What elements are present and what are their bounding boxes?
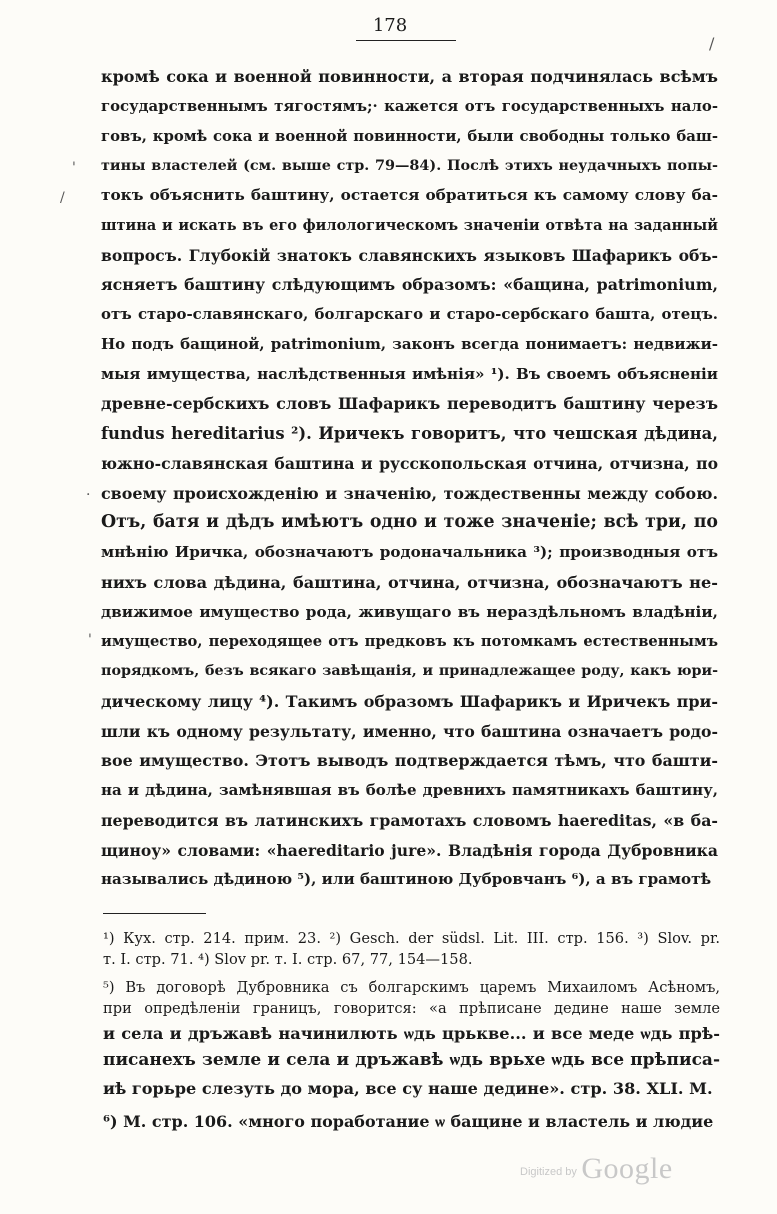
margin-mark: ' xyxy=(88,632,92,648)
page-number-rule xyxy=(356,40,456,41)
text-line: вое имущество. Этотъ выводъ подтверждается тѣмъ, что башти- xyxy=(101,751,718,771)
footnotes-block xyxy=(103,928,720,1136)
watermark-prefix: Digitized by xyxy=(520,1166,577,1178)
footnote-separator xyxy=(103,913,206,914)
text-line: fundus hereditarius ²). Иричекъ говоритъ, что чешская дѣдина, xyxy=(101,424,718,443)
text-line: щиноу» словами: «haereditario jure». Владѣнія города Дубровника xyxy=(101,840,718,860)
text-line: токъ объяснить баштину, остается обратиться къ самому слову ба- xyxy=(101,186,718,204)
margin-mark: / xyxy=(60,190,65,206)
text-line: мнѣнію Иричка, обозначаютъ родоначальника ³); производныя отъ xyxy=(101,543,718,561)
margin-mark: ' xyxy=(72,160,76,176)
text-line: южно-славянская баштина и русскопольская отчина, отчизна, по xyxy=(101,453,718,473)
margin-mark: · xyxy=(86,487,91,503)
text-line: Но подъ бащиной, patrimonium, законъ всегда понимаетъ: недвижи- xyxy=(101,334,718,353)
text-line: переводится въ латинскихъ грамотахъ словомъ haereditas, «в ба- xyxy=(101,810,718,830)
text-line: порядкомъ, безъ всякаго завѣщанія, и принадлежащее роду, какъ юри- xyxy=(101,663,718,679)
footnote-line: ¹) Кух. стр. 214. прим. 23. ²) Gesch. der südsl. Lit. III. стр. 156. ³) Slov. pr. xyxy=(103,930,720,947)
text-line: кромѣ сока и военной повинности, а вторая подчинялась всѣмъ xyxy=(101,67,718,86)
footnote-line: ⁵) Въ договорѣ Дубровника съ болгарскимъ царемъ Михаиломъ Асѣномъ, xyxy=(103,978,720,996)
footnote-line: т. I. стр. 71. ⁴) Slov pr. т. I. стр. 67, 77, 154—158. xyxy=(103,951,473,969)
text-line: движимое имущество рода, живущаго въ нераздѣльномъ владѣніи, xyxy=(101,602,718,621)
footnote-line: ⁶) М. стр. 106. «много поработание ѡ бащине и властель и людие xyxy=(103,1112,714,1132)
text-line: отъ старо-славянскаго, болгарскаго и старо-сербскаго башта, отецъ. xyxy=(101,305,718,323)
text-line: шли къ одному результату, именно, что баштина означаетъ родо- xyxy=(101,721,718,741)
text-line: имущество, переходящее отъ предковъ къ потомкамъ естественнымъ xyxy=(101,633,718,651)
text-line: тины властелей (см. выше стр. 79—84). Послѣ этихъ неудачныхъ попы- xyxy=(101,157,718,175)
corner-mark: / xyxy=(709,34,715,53)
page-number: 178 xyxy=(372,15,408,36)
google-watermark xyxy=(520,1152,673,1186)
main-text-block xyxy=(101,62,718,895)
watermark-brand: Google xyxy=(581,1152,673,1185)
footnote-line: и села и дръжавѣ начинилють ѡдь црькве... и все меде ѡдь прѣ- xyxy=(103,1023,720,1043)
text-line: мыя имущества, наслѣдственныя имѣнія» ¹). Въ своемъ объясненіи xyxy=(101,364,718,383)
text-line: ясняетъ баштину слѣдующимъ образомъ: «бащина, patrimonium, xyxy=(101,275,718,295)
text-line: говъ, кромѣ сока и военной повинности, были свободны только баш- xyxy=(101,126,718,145)
text-line: нихъ слова дѣдина, баштина, отчина, отчизна, обозначаютъ не- xyxy=(101,572,718,592)
text-line: штина и искать въ его филологическомъ значеніи отвѣта на заданный xyxy=(101,216,718,234)
footnote-line: при опредѣленіи границъ, говорится: «а прѣписане дедине наше земле xyxy=(103,1000,720,1018)
text-line: древне-сербскихъ словъ Шафарикъ переводитъ баштину черезъ xyxy=(101,394,718,414)
text-line: на и дѣдина, замѣнявшая въ болѣе древнихъ памятникахъ баштину, xyxy=(101,781,718,799)
text-line: назывались дѣдиною ⁵), или баштиною Дубровчанъ ⁶), а въ грамотѣ xyxy=(101,870,712,889)
footnote-line: иѣ горьре слезуть до мора, все су наше дедине». стр. 38. XLI. M. xyxy=(103,1078,713,1098)
footnote-line: писанехъ земле и села и дръжавѣ ѡдь врьхе ѡдь все прѣписа- xyxy=(103,1050,720,1071)
text-line: государственнымъ тягостямъ;· кажется отъ государственныхъ нало- xyxy=(101,96,718,115)
text-line: своему происхожденію и значенію, тождественны между собою. xyxy=(101,483,718,503)
text-line: вопросъ. Глубокій знатокъ славянскихъ языковъ Шафарикъ объ- xyxy=(101,245,718,265)
text-line: Отъ, батя и дѣдъ имѣютъ одно и тоже значеніе; всѣ три, по xyxy=(101,512,718,533)
text-line: дическому лицу ⁴). Такимъ образомъ Шафарикъ и Иричекъ при- xyxy=(101,691,718,711)
